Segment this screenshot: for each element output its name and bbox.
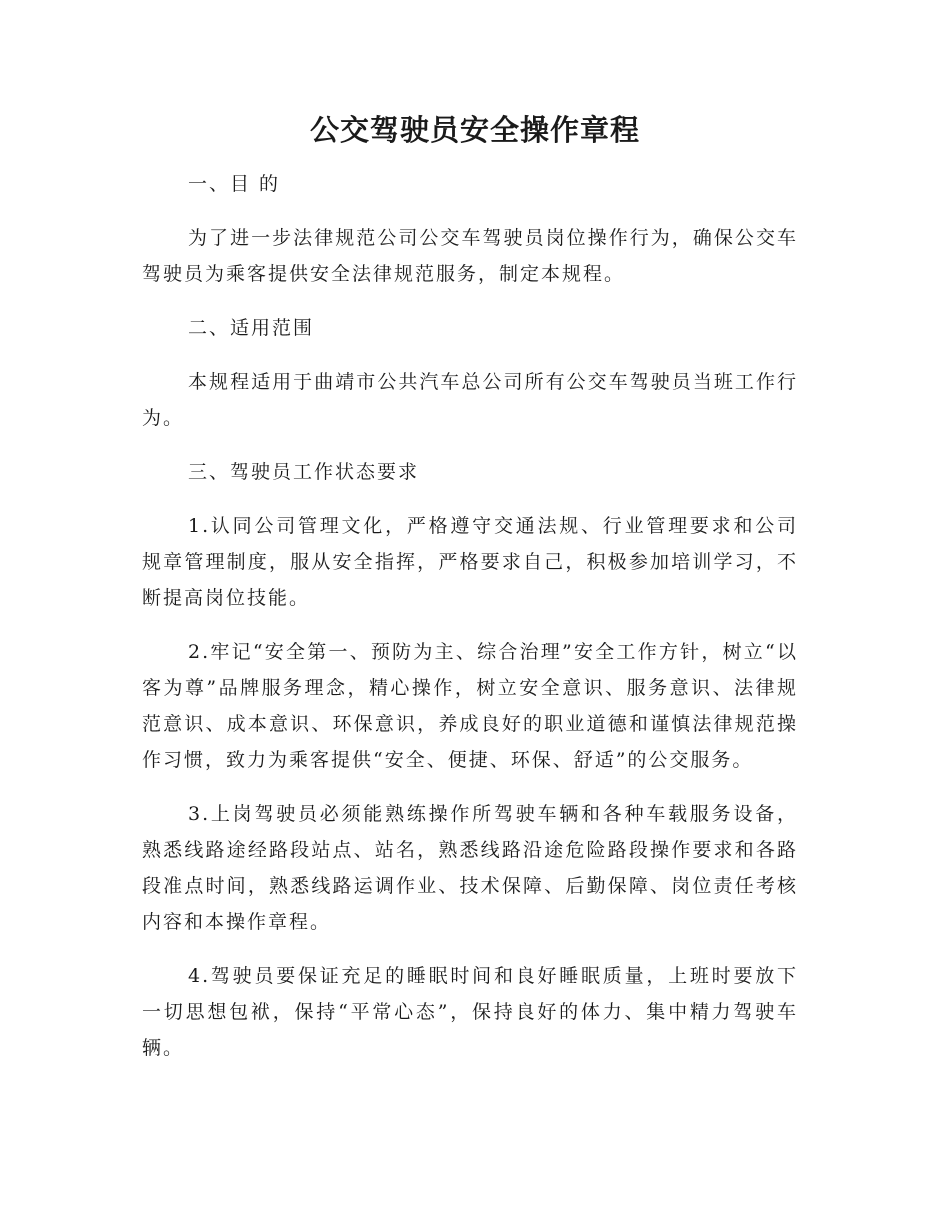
paragraph-requirement-3: 3.上岗驾驶员必须能熟练操作所驾驶车辆和各种车载服务设备，熟悉线路途经路段站点、站名，熟悉线路沿途危险路段操作要求和各路段准点时间，熟悉线路运调作业、技术保障、后勤保障、岗位责任考核内容和本操作章程。 (142, 803, 798, 933)
document-body (142, 166, 798, 1084)
paragraph-purpose: 为了进一步法律规范公司公交车驾驶员岗位操作行为，确保公交车驾驶员为乘客提供安全法律规范服务，制定本规程。 (142, 227, 798, 285)
paragraph-requirement-2: 2.牢记“安全第一、预防为主、综合治理”安全工作方针，树立“以客为尊”品牌服务理念，精心操作，树立安全意识、服务意识、法律规范意识、成本意识、环保意识，养成良好的职业道德和谨慎法律规范操作习惯，致力为乘客提供“安全、便捷、环保、舒适”的公交服务。 (142, 641, 798, 771)
section-heading-requirements: 三、驾驶员工作状态要求 (188, 461, 420, 483)
paragraph-scope: 本规程适用于曲靖市公共汽车总公司所有公交车驾驶员当班工作行为。 (142, 371, 798, 429)
paragraph-requirement-1: 1.认同公司管理文化，严格遵守交通法规、行业管理要求和公司规章管理制度，服从安全指挥，严格要求自己，积极参加培训学习，不断提高岗位技能。 (142, 515, 798, 609)
section-heading-scope: 二、适用范围 (188, 317, 315, 339)
document-title: 公交驾驶员安全操作章程 (309, 113, 640, 147)
section-heading-purpose: 一、目 的 (188, 173, 281, 195)
paragraph-requirement-4: 4.驾驶员要保证充足的睡眠时间和良好睡眠质量，上班时要放下一切思想包袱，保持“平常心态”，保持良好的体力、集中精力驾驶车辆。 (142, 965, 798, 1059)
